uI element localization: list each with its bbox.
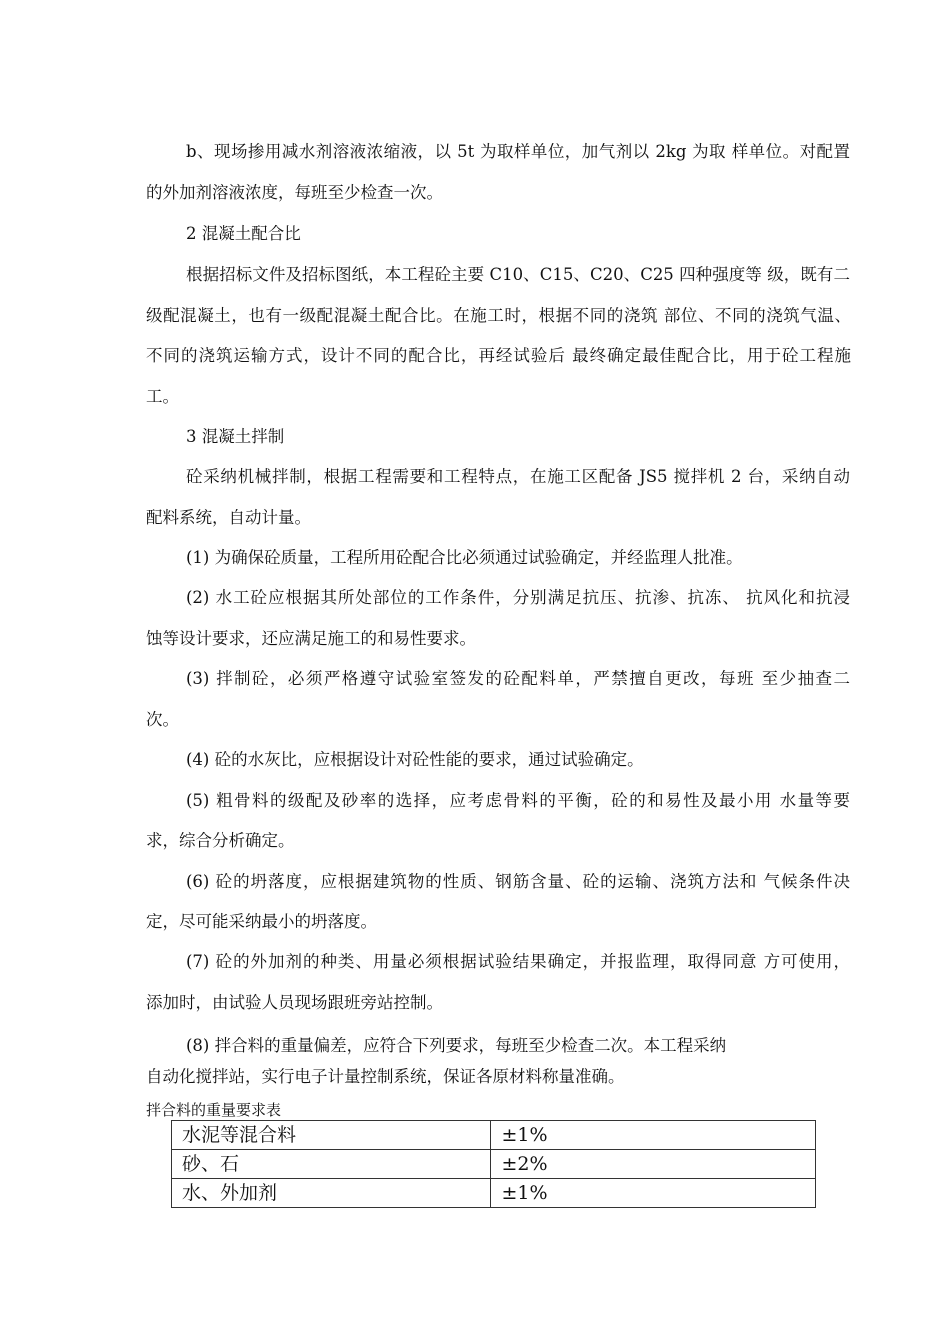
material-cell: 水泥等混合料 [172,1121,491,1150]
item-7-line-1: (7) 砼的外加剂的种类、用量必须根据试验结果确定，并报监理，取得同意 方可使用， [186,952,850,971]
mix-ratio-line-1: 根据招标文件及招标图纸，本工程砼主要 C10、C15、C20、C25 四种强度等 级，既有二 [186,265,850,284]
table-row [172,1179,816,1208]
material-cell: 砂、石 [172,1150,491,1179]
item-2-line-2: 蚀等设计要求，还应满足施工的和易性要求。 [146,629,476,648]
material-cell: 水、外加剂 [172,1179,491,1208]
paragraph-b-line-1: b、现场掺用减水剂溶液浓缩液，以 5t 为取样单位，加气剂以 2kg 为取 样单位。对配置 [186,142,850,161]
item-1: (1) 为确保砼质量，工程所用砼配合比必须通过试验确定，并经监理人批准。 [186,548,743,567]
item-5-line-2: 求，综合分析确定。 [146,831,295,850]
tolerance-cell: ±1% [491,1179,816,1208]
item-3-line-2: 次。 [146,710,179,729]
table-row [172,1150,816,1179]
mix-ratio-line-3: 不同的浇筑运输方式，设计不同的配合比，再经试验后 最终确定最佳配合比，用于砼工程施 [146,346,851,365]
table-caption: 拌合料的重量要求表 [146,1101,282,1119]
paragraph-b-line-2: 的外加剂溶液浓度，每班至少检查一次。 [146,183,443,202]
tolerance-cell: ±1% [491,1121,816,1150]
item-4: (4) 砼的水灰比，应根据设计对砼性能的要求，通过试验确定。 [186,750,644,769]
weight-requirements-table [171,1120,816,1208]
mix-ratio-line-4: 工。 [146,387,179,406]
table-row [172,1121,816,1150]
item-2-line-1: (2) 水工砼应根据其所处部位的工作条件，分别满足抗压、抗渗、抗冻、 抗风化和抗浸 [186,588,850,607]
item-8-line-1: (8) 拌合料的重量偏差，应符合下列要求，每班至少检查二次。本工程采纳 [186,1036,727,1055]
item-3-line-1: (3) 拌制砼，必须严格遵守试验室签发的砼配料单，严禁擅自更改，每班 至少抽查二 [186,669,850,688]
section-heading-mix-ratio: 2 混凝土配合比 [186,224,301,243]
item-8-line-2: 自动化搅拌站，实行电子计量控制系统，保证各原材料称量准确。 [146,1067,625,1086]
mixing-line-1: 砼采纳机械拌制，根据工程需要和工程特点，在施工区配备 JS5 搅拌机 2 台，采纳自动 [186,467,850,486]
item-7-line-2: 添加时，由试验人员现场跟班旁站控制。 [146,993,443,1012]
section-heading-mixing: 3 混凝土拌制 [186,427,285,446]
item-5-line-1: (5) 粗骨料的级配及砂率的选择，应考虑骨料的平衡，砼的和易性及最小用 水量等要 [186,791,850,810]
mixing-line-2: 配料系统，自动计量。 [146,508,311,527]
item-6-line-1: (6) 砼的坍落度，应根据建筑物的性质、钢筋含量、砼的运输、浇筑方法和 气候条件决 [186,872,850,891]
mix-ratio-line-2: 级配混凝土，也有一级配混凝土配合比。在施工时，根据不同的浇筑 部位、不同的浇筑气温、 [146,306,851,325]
item-6-line-2: 定，尽可能采纳最小的坍落度。 [146,912,377,931]
tolerance-cell: ±2% [491,1150,816,1179]
